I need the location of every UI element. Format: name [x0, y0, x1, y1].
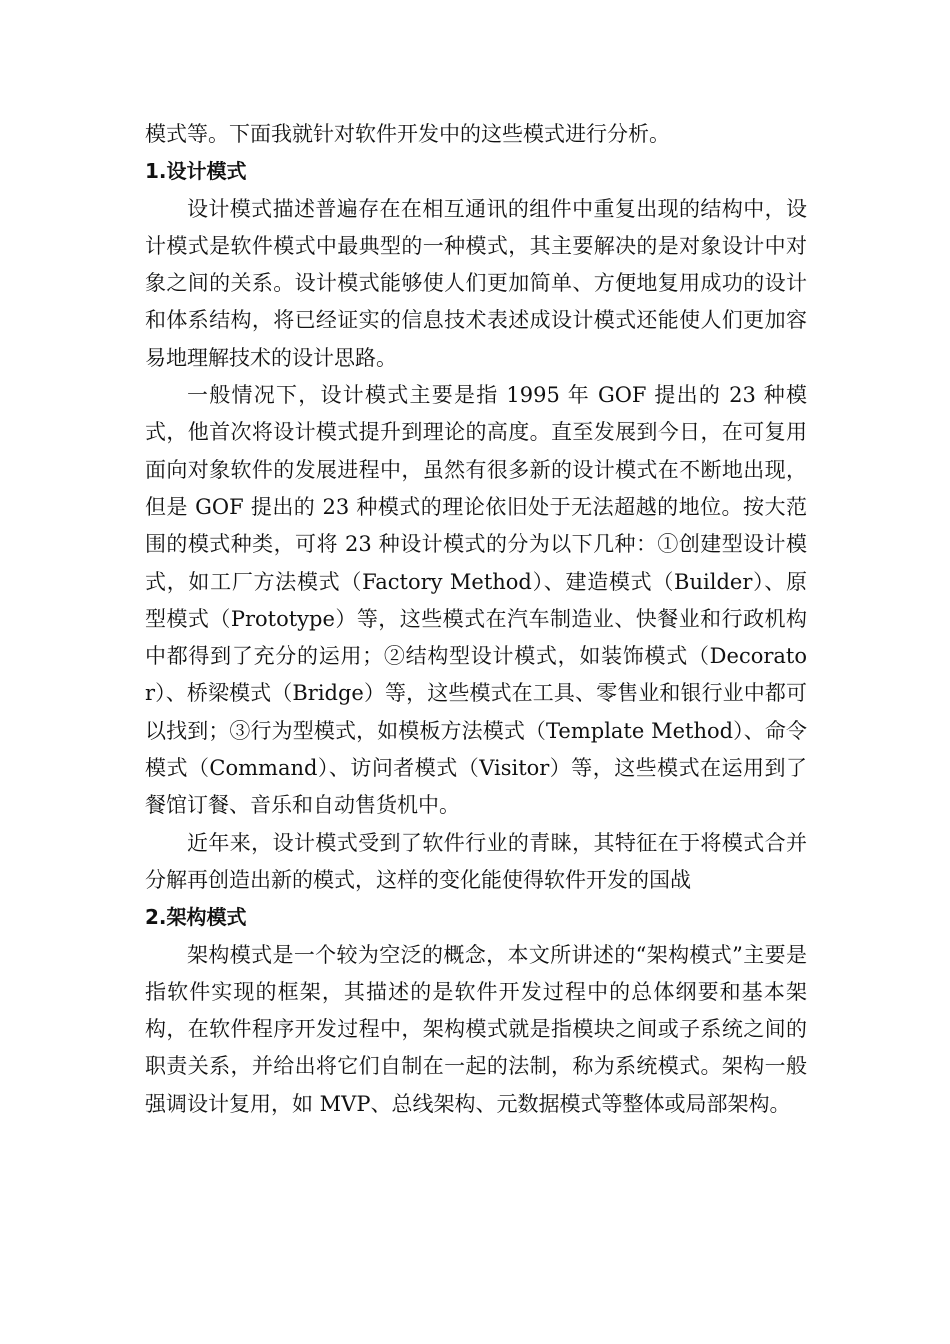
paragraph-gof-patterns: 一般情况下，设计模式主要是指 1995 年 GOF 提出的 23 种模式，他首次将设计模式提升到理论的高度。直至发展到今日，在可复用面向对象软件的发展进程中，虽然有很多新的设计模式在不断地出现，但是 GOF 提出的 23 种模式的理论依旧处于无法超越的地位。按大范围的模式种类，可将 23 种设计模式的分为以下几种：①创建型设计模式，如工厂方法模式（Factory Method）、建造模式（Builder）、原型模式（Prototype）等，这些模式在汽车制造业、快餐业和行政机构中都得到了充分的运用；②结构型设计模式，如装饰模式（Decorator）、桥梁模式（Bridge）等，这些模式在工具、零售业和银行业中都可以找到；③行为型模式，如模板方法模式（Template Method）、命令模式（Command）、访问者模式（Visitor）等，这些模式在运用到了餐馆订餐、音乐和自动售货机中。: [145, 383, 807, 818]
paragraph-intro: 模式等。下面我就针对软件开发中的这些模式进行分析。: [145, 122, 670, 146]
paragraph-design-patterns-definition: 设计模式描述普遍存在在相互通讯的组件中重复出现的结构中，设计模式是软件模式中最典型的一种模式，其主要解决的是对象设计中对象之间的关系。设计模式能够使人们更加简单、方便地复用成功的设计和体系结构，将已经证实的信息技术表述成设计模式还能使人们更加容易地理解技术的设计思路。: [145, 196, 807, 370]
section-heading-architecture-patterns: 2.架构模式: [145, 905, 247, 930]
paragraph-recent-years: 近年来，设计模式受到了软件行业的青睐，其特征在于将模式合并分解再创造出新的模式，这样的变化能使得软件开发的国战: [145, 830, 807, 892]
section-heading-design-patterns: 1.设计模式: [145, 159, 247, 184]
paragraph-architecture-patterns: 架构模式是一个较为空泛的概念，本文所讲述的“架构模式”主要是指软件实现的框架，其描述的是软件开发过程中的总体纲要和基本架构，在软件程序开发过程中，架构模式就是指模块之间或子系统之间的职责关系，并给出将它们自制在一起的法制，称为系统模式。架构一般强调设计复用，如 MVP、总线架构、元数据模式等整体或局部架构。: [145, 942, 807, 1116]
document-body: [145, 116, 807, 1123]
